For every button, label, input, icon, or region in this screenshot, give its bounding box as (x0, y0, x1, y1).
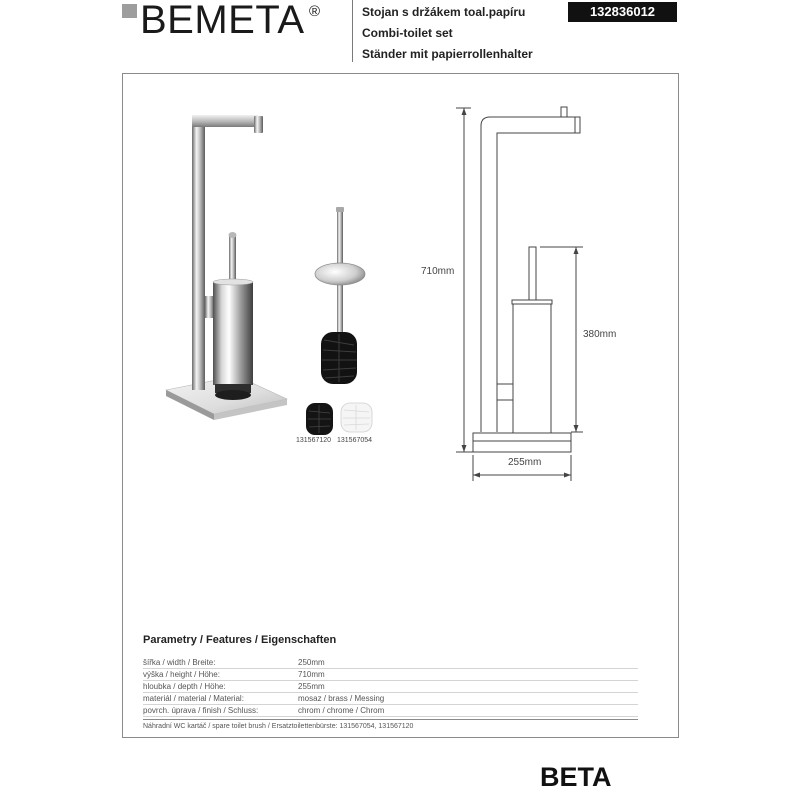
spec-value: chrom / chrome / Chrom (298, 706, 385, 715)
title-english: Combi-toilet set (362, 26, 453, 40)
spec-row (143, 657, 638, 669)
spec-label: výška / height / Höhe: (143, 670, 220, 679)
dimension-line-brush-height (540, 247, 583, 432)
drawing-stand-outline (481, 117, 580, 432)
dimension-line-height (456, 108, 473, 452)
spec-row (143, 669, 638, 681)
spec-row (143, 693, 638, 705)
drawing-brush-holder (513, 304, 551, 433)
brush-knob (229, 232, 237, 238)
cylinder-foot-base (215, 390, 251, 400)
spare-code-black: 131567120 (296, 437, 332, 444)
toilet-stand-photo (166, 115, 287, 420)
spec-row (143, 705, 638, 717)
holder-bracket (205, 296, 214, 318)
brush-handle (229, 236, 236, 284)
dimension-label-width: 255mm (508, 457, 542, 468)
spare-head-white (341, 403, 372, 432)
spec-value: mosaz / brass / Messing (298, 694, 385, 703)
spec-value: 250mm (298, 658, 325, 667)
spare-code-white: 131567054 (337, 437, 373, 444)
brush-head-black (321, 332, 357, 384)
spec-value: 255mm (298, 682, 325, 691)
drawing-base (473, 433, 571, 452)
specs-heading: Parametry / Features / Eigenschaften (143, 634, 337, 646)
brush-holder-cylinder (213, 282, 253, 385)
drawing-brush-lid (512, 300, 552, 304)
drawing-bracket (497, 384, 513, 400)
spec-label: šířka / width / Breite: (143, 658, 216, 667)
spare-brush-knob (336, 207, 344, 212)
registered-mark: ® (309, 3, 321, 20)
spare-brush-note: Náhradní WC kartáč / spare toilet brush / Ersatztoilettenbürste: 131567054, 131567120 (143, 723, 414, 730)
paper-holder-end (254, 116, 263, 133)
paper-holder-arm (192, 115, 258, 127)
spec-label: materiál / material / Material: (143, 694, 244, 703)
dimension-label-height: 710mm (421, 266, 455, 277)
technical-drawing (456, 107, 583, 481)
product-code-badge: 132836012 (568, 2, 677, 22)
cylinder-top (213, 279, 253, 285)
brush-lid-disc (315, 263, 365, 285)
spec-label: povrch. úprava / finish / Schluss: (143, 706, 259, 715)
spare-brush-photo (306, 207, 372, 435)
title-czech: Stojan s držákem toal.papíru (362, 5, 526, 19)
drawing-arm-tab (561, 107, 567, 117)
drawing-brush-handle (529, 247, 536, 300)
spec-row (143, 681, 638, 693)
spare-head-black (306, 403, 333, 435)
title-german: Ständer mit papierrollenhalter (362, 47, 533, 61)
specs-divider (143, 719, 638, 720)
series-name: BETA (540, 762, 612, 792)
brand-logo: BEMETA (140, 0, 305, 42)
spec-label: hloubka / depth / Höhe: (143, 682, 226, 691)
dimension-label-brush-height: 380mm (583, 329, 617, 340)
spec-value: 710mm (298, 670, 325, 679)
stand-pole (192, 116, 205, 390)
